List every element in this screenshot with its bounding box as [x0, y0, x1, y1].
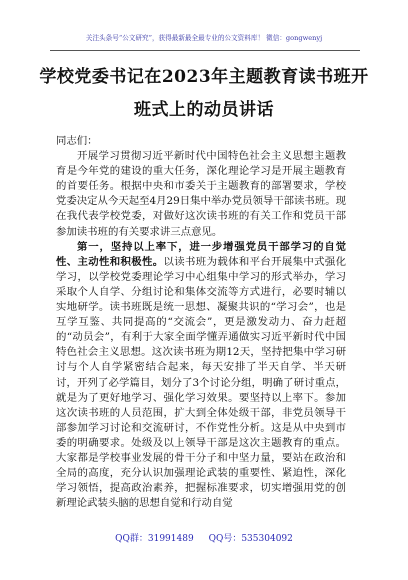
footer-contact	[0, 531, 408, 544]
footer-qq-group: QQ群：31991489	[115, 534, 194, 544]
footer-qq-number: QQ号：535304092	[208, 534, 293, 544]
salutation: 同志们：	[56, 135, 98, 147]
paragraph-2-heading: 第一，坚持以上率下，进一步增强党员干部学习的自觉性、主动性和积极性。	[56, 240, 346, 268]
document-title-line-1: 学校党委书记在2023年主题教育读书班开	[39, 67, 369, 87]
paragraph-2-body: 以读书班为载体和平台开展集中式强化学习，以学校党委理论学习中心组集中学习的形式举办，学习采取个人自学、分组讨论和集体交流等方式进行，必要时辅以实地研学。读书班既是统一思想、凝聚共识的“学习会”，也是互学互鉴、共同提高的“交流会”，更是激发动力、奋力赶超的“动员会”，有利于大家全面学懂弄通做实习近平新时代中国特色社会主义思想。这次读书班为期12天，坚持把集中学习研讨与个人自学紧密结合起来，每天安排了半天自学、半天研讨，开列了必学篇目，划分了3个讨论分组，明确了研讨重点，就是为了更好地学习、强化学习效果。要坚持以上率下。参加这次读书班的人员范围，扩大到全体处级干部，非党员领导干部参加学习讨论和交流研讨，不作党性分析。这是从中央到市委的明确要求。处级及以上领导干部是这次主题教育的重点。大家都是学校事业发展的骨干分子和中坚力量，要站在政治和全局的高度，充分认识加强理论武装的重要性、紧迫性，深化学习领悟，提高政治素养，把握标准要求，切实增强用党的创新理论武装头脑的思想自觉和行动自觉	[56, 255, 347, 510]
header-divider	[50, 50, 360, 51]
header-banner: 关注头条号“公文研究”，获得最新最全最专业的公文资料库！ 微信：gongwenyj	[85, 34, 323, 42]
document-body	[56, 134, 346, 511]
document-title-line-2: 班式上的动员讲话	[134, 100, 274, 120]
paragraph-1: 开展学习贯彻习近平新时代中国特色社会主义思想主题教育是今年党的建设的重大任务，深化理论学习是开展主题教育的首要任务。根据中央和市委关于主题教育的部署要求，学校党委决定从今天起至4月29日集中举办党员领导干部读书班。现在我代表学校党委，对做好这次读书班的有关工作和党员干部参加读书班的有关要求讲三点意见。	[56, 150, 346, 238]
paragraph-2	[56, 240, 346, 512]
